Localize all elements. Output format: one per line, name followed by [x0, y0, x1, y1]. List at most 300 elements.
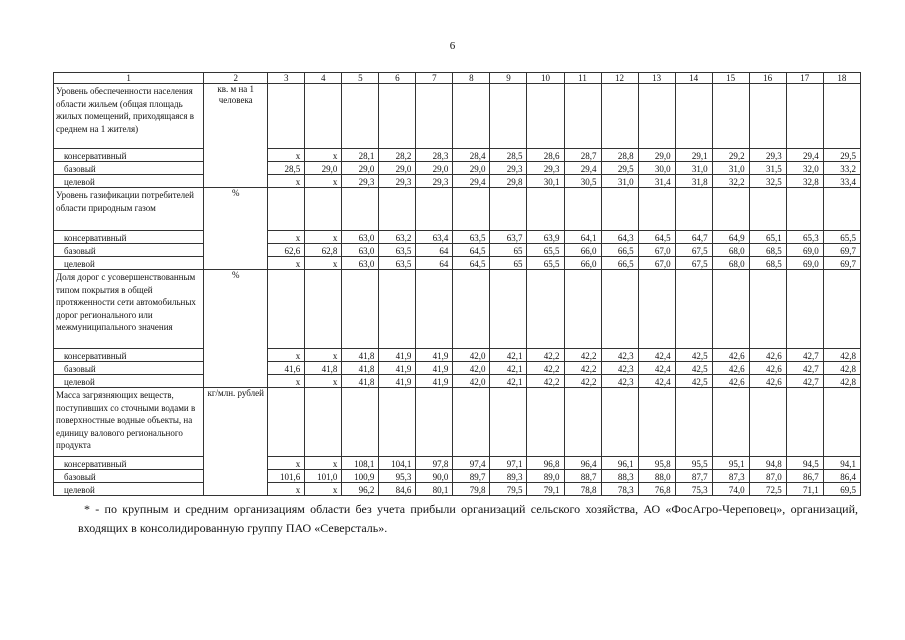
value-cell: 31,8 [675, 175, 712, 188]
empty-cell [305, 270, 342, 349]
empty-cell [712, 84, 749, 149]
value-cell: x [268, 375, 305, 388]
value-cell: 69,7 [823, 244, 860, 257]
value-cell: 63,4 [416, 231, 453, 244]
value-cell: 94,8 [749, 457, 786, 470]
value-cell: 33,2 [823, 162, 860, 175]
scenario-label: базовый [54, 470, 204, 483]
value-cell: 42,0 [453, 375, 490, 388]
empty-cell [638, 270, 675, 349]
value-cell: 90,0 [416, 470, 453, 483]
empty-cell [305, 84, 342, 149]
value-cell: 86,7 [786, 470, 823, 483]
value-cell: 41,8 [342, 362, 379, 375]
value-cell: 72,5 [749, 483, 786, 496]
value-cell: x [305, 149, 342, 162]
empty-cell [786, 388, 823, 457]
value-cell: 84,6 [379, 483, 416, 496]
value-cell: 29,3 [416, 175, 453, 188]
value-cell: 28,2 [379, 149, 416, 162]
value-cell: 101,6 [268, 470, 305, 483]
value-cell: 42,4 [638, 375, 675, 388]
empty-cell [823, 388, 860, 457]
empty-cell [601, 270, 638, 349]
column-header: 17 [786, 73, 823, 84]
value-cell: 28,5 [268, 162, 305, 175]
value-cell: 68,5 [749, 257, 786, 270]
value-cell: 42,8 [823, 375, 860, 388]
empty-cell [490, 188, 527, 231]
scenario-label: консервативный [54, 149, 204, 162]
empty-cell [268, 388, 305, 457]
value-cell: 28,1 [342, 149, 379, 162]
column-header: 4 [305, 73, 342, 84]
value-cell: 95,5 [675, 457, 712, 470]
value-cell: 42,1 [490, 349, 527, 362]
value-cell: 95,1 [712, 457, 749, 470]
indicators-table [53, 72, 861, 496]
value-cell: 63,0 [342, 231, 379, 244]
value-cell: 42,1 [490, 362, 527, 375]
value-cell: 42,5 [675, 362, 712, 375]
value-cell: 68,5 [749, 244, 786, 257]
value-cell: 64 [416, 257, 453, 270]
value-cell: 41,8 [305, 362, 342, 375]
value-cell: 41,6 [268, 362, 305, 375]
indicator-title-row [54, 188, 861, 231]
value-cell: 28,4 [453, 149, 490, 162]
empty-cell [564, 84, 601, 149]
empty-cell [712, 388, 749, 457]
indicator-title: Уровень газификации потребителей области природным газом [54, 188, 204, 231]
empty-cell [564, 188, 601, 231]
value-cell: 32,2 [712, 175, 749, 188]
value-cell: 31,0 [712, 162, 749, 175]
value-cell: 64,9 [712, 231, 749, 244]
value-cell: 79,5 [490, 483, 527, 496]
value-cell: 29,0 [379, 162, 416, 175]
value-cell: 65,5 [527, 257, 564, 270]
empty-cell [527, 388, 564, 457]
value-cell: 42,0 [453, 349, 490, 362]
column-header: 3 [268, 73, 305, 84]
value-cell: 64,5 [453, 257, 490, 270]
scenario-label: консервативный [54, 231, 204, 244]
value-cell: 28,5 [490, 149, 527, 162]
value-cell: 28,6 [527, 149, 564, 162]
value-cell: 104,1 [379, 457, 416, 470]
value-cell: 42,5 [675, 349, 712, 362]
empty-cell [749, 84, 786, 149]
value-cell: 88,7 [564, 470, 601, 483]
value-cell: 100,9 [342, 470, 379, 483]
empty-cell [416, 270, 453, 349]
value-cell: 42,6 [749, 375, 786, 388]
empty-cell [453, 388, 490, 457]
value-cell: 95,8 [638, 457, 675, 470]
value-cell: 65,1 [749, 231, 786, 244]
value-cell: 63,5 [379, 244, 416, 257]
value-cell: 42,5 [675, 375, 712, 388]
indicator-title: Масса загрязняющих веществ, поступивших со сточными водами в поверхностные водные объекты, на единицу валового регионального продукта [54, 388, 204, 457]
value-cell: 41,8 [342, 349, 379, 362]
value-cell: 97,1 [490, 457, 527, 470]
value-cell: 76,8 [638, 483, 675, 496]
value-cell: 42,2 [564, 362, 601, 375]
value-cell: x [305, 375, 342, 388]
value-cell: 29,4 [564, 162, 601, 175]
scenario-row [54, 244, 861, 257]
value-cell: 66,0 [564, 257, 601, 270]
value-cell: 66,5 [601, 244, 638, 257]
empty-cell [453, 270, 490, 349]
column-header: 16 [749, 73, 786, 84]
value-cell: x [268, 231, 305, 244]
scenario-row [54, 362, 861, 375]
value-cell: 69,7 [823, 257, 860, 270]
value-cell: 88,3 [601, 470, 638, 483]
value-cell: 94,1 [823, 457, 860, 470]
indicator-unit: кв. м на 1 человека [204, 84, 268, 188]
value-cell: 63,9 [527, 231, 564, 244]
value-cell: x [268, 149, 305, 162]
empty-cell [490, 84, 527, 149]
value-cell: 29,5 [823, 149, 860, 162]
empty-cell [675, 270, 712, 349]
empty-cell [342, 270, 379, 349]
value-cell: 41,9 [416, 375, 453, 388]
value-cell: 87,3 [712, 470, 749, 483]
value-cell: 41,8 [342, 375, 379, 388]
column-header: 18 [823, 73, 860, 84]
value-cell: 96,4 [564, 457, 601, 470]
value-cell: 42,8 [823, 349, 860, 362]
value-cell: 32,0 [786, 162, 823, 175]
value-cell: 63,0 [342, 257, 379, 270]
value-cell: 66,0 [564, 244, 601, 257]
scenario-label: целевой [54, 483, 204, 496]
indicator-title: Доля дорог с усовершенствованным типом покрытия в общей протяженности сети автомобильных дорог регионального или межмуниципального значения [54, 270, 204, 349]
indicator-title: Уровень обеспеченности населения области жильем (общая площадь жилых помещений, приходящаяся в среднем на 1 жителя) [54, 84, 204, 149]
empty-cell [823, 270, 860, 349]
value-cell: x [305, 231, 342, 244]
indicator-unit: % [204, 188, 268, 270]
column-header: 2 [204, 73, 268, 84]
value-cell: 97,4 [453, 457, 490, 470]
value-cell: 67,5 [675, 244, 712, 257]
value-cell: x [305, 483, 342, 496]
value-cell: 30,1 [527, 175, 564, 188]
value-cell: 29,0 [342, 162, 379, 175]
value-cell: 42,6 [712, 362, 749, 375]
indicator-title-row [54, 84, 861, 149]
scenario-row [54, 175, 861, 188]
indicator-title-row [54, 270, 861, 349]
value-cell: 41,9 [416, 362, 453, 375]
value-cell: 96,2 [342, 483, 379, 496]
value-cell: 29,4 [453, 175, 490, 188]
value-cell: 42,6 [712, 349, 749, 362]
value-cell: 29,3 [749, 149, 786, 162]
value-cell: 29,3 [379, 175, 416, 188]
value-cell: x [268, 257, 305, 270]
empty-cell [268, 84, 305, 149]
value-cell: 65,3 [786, 231, 823, 244]
value-cell: 75,3 [675, 483, 712, 496]
empty-cell [786, 270, 823, 349]
value-cell: 69,5 [823, 483, 860, 496]
value-cell: 29,8 [490, 175, 527, 188]
scenario-row [54, 483, 861, 496]
empty-cell [416, 84, 453, 149]
empty-cell [527, 84, 564, 149]
value-cell: 31,0 [601, 175, 638, 188]
value-cell: 95,3 [379, 470, 416, 483]
value-cell: 108,1 [342, 457, 379, 470]
empty-cell [749, 188, 786, 231]
scenario-label: базовый [54, 244, 204, 257]
column-header: 8 [453, 73, 490, 84]
scenario-label: целевой [54, 375, 204, 388]
indicator-unit: кг/млн. рублей [204, 388, 268, 496]
empty-cell [305, 188, 342, 231]
value-cell: 67,5 [675, 257, 712, 270]
empty-cell [749, 388, 786, 457]
empty-cell [823, 188, 860, 231]
empty-cell [601, 388, 638, 457]
empty-cell [453, 84, 490, 149]
empty-cell [453, 188, 490, 231]
value-cell: 68,0 [712, 244, 749, 257]
empty-cell [675, 84, 712, 149]
value-cell: 42,3 [601, 362, 638, 375]
value-cell: 33,4 [823, 175, 860, 188]
value-cell: 30,5 [564, 175, 601, 188]
value-cell: 29,0 [416, 162, 453, 175]
empty-cell [749, 270, 786, 349]
value-cell: 65,5 [527, 244, 564, 257]
value-cell: 69,0 [786, 257, 823, 270]
empty-cell [675, 188, 712, 231]
empty-cell [379, 270, 416, 349]
value-cell: x [268, 175, 305, 188]
empty-cell [268, 188, 305, 231]
column-header: 13 [638, 73, 675, 84]
value-cell: 29,3 [527, 162, 564, 175]
value-cell: 87,7 [675, 470, 712, 483]
value-cell: 30,0 [638, 162, 675, 175]
empty-cell [638, 84, 675, 149]
empty-cell [712, 188, 749, 231]
scenario-row [54, 457, 861, 470]
scenario-label: целевой [54, 175, 204, 188]
value-cell: 63,5 [453, 231, 490, 244]
value-cell: 42,4 [638, 362, 675, 375]
value-cell: 63,7 [490, 231, 527, 244]
value-cell: 42,2 [527, 349, 564, 362]
value-cell: 97,8 [416, 457, 453, 470]
value-cell: 42,7 [786, 362, 823, 375]
value-cell: 42,2 [564, 375, 601, 388]
scenario-row [54, 162, 861, 175]
value-cell: x [305, 457, 342, 470]
value-cell: x [268, 349, 305, 362]
scenario-label: целевой [54, 257, 204, 270]
header-row [54, 73, 861, 84]
value-cell: 31,5 [749, 162, 786, 175]
empty-cell [490, 388, 527, 457]
column-header: 12 [601, 73, 638, 84]
value-cell: 89,3 [490, 470, 527, 483]
value-cell: 78,8 [564, 483, 601, 496]
value-cell: 86,4 [823, 470, 860, 483]
empty-cell [379, 84, 416, 149]
empty-cell [268, 270, 305, 349]
scenario-label: базовый [54, 162, 204, 175]
empty-cell [786, 84, 823, 149]
value-cell: 64,3 [601, 231, 638, 244]
value-cell: 29,3 [490, 162, 527, 175]
empty-cell [675, 388, 712, 457]
value-cell: 66,5 [601, 257, 638, 270]
value-cell: 63,0 [342, 244, 379, 257]
empty-cell [601, 84, 638, 149]
scenario-row [54, 149, 861, 162]
empty-cell [601, 188, 638, 231]
value-cell: 87,0 [749, 470, 786, 483]
value-cell: 41,9 [379, 375, 416, 388]
value-cell: 65,5 [823, 231, 860, 244]
column-header: 6 [379, 73, 416, 84]
empty-cell [638, 188, 675, 231]
value-cell: 79,1 [527, 483, 564, 496]
column-header: 10 [527, 73, 564, 84]
value-cell: 78,3 [601, 483, 638, 496]
value-cell: 42,2 [527, 362, 564, 375]
empty-cell [379, 388, 416, 457]
empty-cell [342, 388, 379, 457]
value-cell: x [305, 349, 342, 362]
value-cell: 64,1 [564, 231, 601, 244]
page-number: 6 [449, 40, 456, 52]
value-cell: x [305, 257, 342, 270]
value-cell: 42,6 [749, 362, 786, 375]
value-cell: 101,0 [305, 470, 342, 483]
value-cell: x [305, 175, 342, 188]
value-cell: x [268, 457, 305, 470]
value-cell: 42,2 [564, 349, 601, 362]
value-cell: 94,5 [786, 457, 823, 470]
value-cell: 29,0 [638, 149, 675, 162]
empty-cell [416, 188, 453, 231]
column-header: 15 [712, 73, 749, 84]
column-header: 1 [54, 73, 204, 84]
value-cell: 62,8 [305, 244, 342, 257]
scenario-label: консервативный [54, 457, 204, 470]
empty-cell [416, 388, 453, 457]
value-cell: 63,2 [379, 231, 416, 244]
value-cell: 96,8 [527, 457, 564, 470]
scenario-row [54, 257, 861, 270]
empty-cell [638, 388, 675, 457]
value-cell: 42,7 [786, 375, 823, 388]
value-cell: 71,1 [786, 483, 823, 496]
value-cell: 64,5 [638, 231, 675, 244]
value-cell: 42,6 [749, 349, 786, 362]
value-cell: 28,8 [601, 149, 638, 162]
value-cell: 41,9 [379, 362, 416, 375]
value-cell: 29,1 [675, 149, 712, 162]
value-cell: 64,7 [675, 231, 712, 244]
empty-cell [305, 388, 342, 457]
value-cell: 42,2 [527, 375, 564, 388]
empty-cell [712, 270, 749, 349]
empty-cell [564, 270, 601, 349]
value-cell: 28,3 [416, 149, 453, 162]
scenario-row [54, 349, 861, 362]
scenario-row [54, 375, 861, 388]
empty-cell [342, 188, 379, 231]
value-cell: 42,7 [786, 349, 823, 362]
value-cell: 67,0 [638, 257, 675, 270]
value-cell: 68,0 [712, 257, 749, 270]
column-header: 11 [564, 73, 601, 84]
empty-cell [823, 84, 860, 149]
value-cell: 89,0 [527, 470, 564, 483]
empty-cell [786, 188, 823, 231]
value-cell: 42,8 [823, 362, 860, 375]
empty-cell [379, 188, 416, 231]
value-cell: 64 [416, 244, 453, 257]
empty-cell [342, 84, 379, 149]
value-cell: 96,1 [601, 457, 638, 470]
column-header: 5 [342, 73, 379, 84]
value-cell: 29,5 [601, 162, 638, 175]
column-header: 7 [416, 73, 453, 84]
value-cell: 41,9 [416, 349, 453, 362]
column-header: 14 [675, 73, 712, 84]
empty-cell [490, 270, 527, 349]
value-cell: 74,0 [712, 483, 749, 496]
value-cell: 65 [490, 257, 527, 270]
value-cell: 41,9 [379, 349, 416, 362]
value-cell: 63,5 [379, 257, 416, 270]
value-cell: 42,6 [712, 375, 749, 388]
value-cell: 29,0 [305, 162, 342, 175]
indicator-title-row [54, 388, 861, 457]
value-cell: 32,5 [749, 175, 786, 188]
value-cell: 89,7 [453, 470, 490, 483]
value-cell: 29,3 [342, 175, 379, 188]
value-cell: 29,4 [786, 149, 823, 162]
indicator-unit: % [204, 270, 268, 388]
value-cell: 29,2 [712, 149, 749, 162]
value-cell: 31,0 [675, 162, 712, 175]
value-cell: 64,5 [453, 244, 490, 257]
scenario-row [54, 231, 861, 244]
value-cell: 42,3 [601, 375, 638, 388]
empty-cell [564, 388, 601, 457]
value-cell: 42,4 [638, 349, 675, 362]
value-cell: 65 [490, 244, 527, 257]
empty-cell [527, 270, 564, 349]
value-cell: 42,0 [453, 362, 490, 375]
scenario-row [54, 470, 861, 483]
footnote: * - по крупным и средним организациям области без учета прибыли организаций сельского хозяйства, АО «ФосАгро-Череповец», организаций, входящих в консолидированную группу ПАО «Северсталь». [78, 502, 858, 535]
value-cell: x [268, 483, 305, 496]
value-cell: 32,8 [786, 175, 823, 188]
scenario-label: базовый [54, 362, 204, 375]
